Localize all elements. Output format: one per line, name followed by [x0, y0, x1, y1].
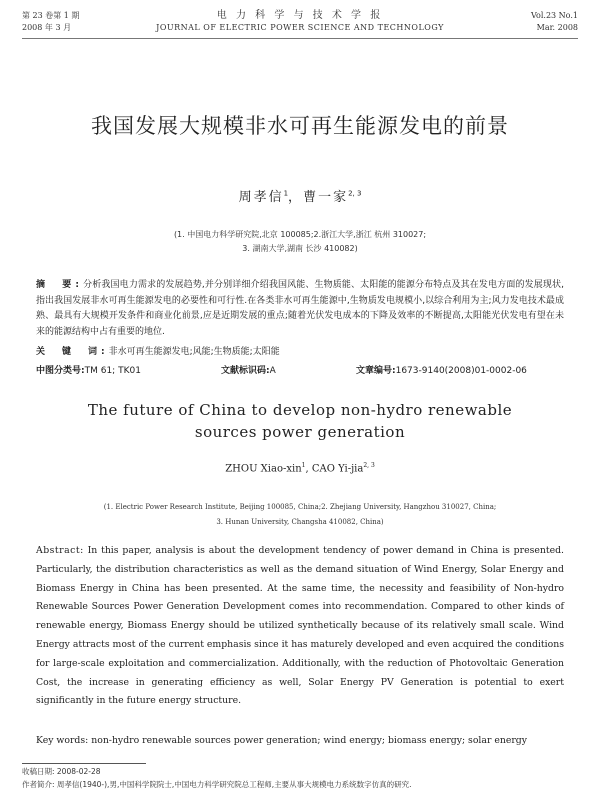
affiliation-line: 3. 湖南大学,湖南 长沙 410082) [242, 244, 358, 253]
paper-title-zh: 我国发展大规模非水可再生能源发电的前景 [91, 114, 509, 138]
date-en: Mar. 2008 [536, 23, 578, 32]
header-divider [22, 38, 578, 39]
keywords-label-zh: 关 键 词: [36, 347, 109, 357]
affiliations-en [0, 500, 600, 530]
author-name: 周孝信 [238, 190, 284, 205]
author-name: ZHOU Xiao-xin [225, 463, 302, 475]
header-right [531, 10, 578, 34]
affiliation-line: 3. Hunan University, Changsha 410082, China) [216, 518, 384, 526]
affiliation-marker: 2, 3 [363, 462, 375, 469]
date-zh: 2008 年 3 月 [22, 23, 72, 32]
volume-issue-zh: 第 23 卷第 1 期 [22, 11, 80, 20]
title-line: sources power generation [194, 423, 406, 441]
affiliation-marker: 1 [283, 189, 289, 198]
keywords-label-en: Key words: [36, 735, 89, 746]
abstract-text-zh: 分析我国电力需求的发展趋势,并分别详细介绍我国风能、生物质能、太阳能的能源分布特点及其在发电方面的发展现状,指出我国发展非水可再生能源发电的必要性和可行性.在各类非水可再生能源中,生物质发电规模小,以综合利用为主;风力发电技术最成熟、最具有大规模开发条件和商业化前景,应是近期发展的重点;随着光伏发电成本的下降及效率的不断提高,太阳能光伏发电有望在未来的能源结构中占有重要的地位. [36, 280, 564, 337]
clc-value: TM 61; TK01 [84, 366, 141, 376]
received-date: 收稿日期: 2008-02-28 [22, 767, 101, 776]
abstract-en [36, 542, 564, 711]
header-left [22, 10, 79, 34]
paper-title-en [0, 399, 600, 443]
author-name: CAO Yi-jia [311, 463, 364, 475]
journal-header [120, 10, 480, 34]
footnote-divider [22, 763, 146, 764]
doc-code-label: 文献标识码: [221, 366, 270, 376]
affiliation-line: (1. 中国电力科学研究院,北京 100085;2.浙江大学,浙江 杭州 310027; [173, 230, 427, 239]
classification-line [36, 364, 576, 379]
affiliations-zh [0, 228, 600, 256]
affiliation-marker: 1 [301, 462, 306, 469]
affiliation-line: (1. Electric Power Research Institute, Beijing 100085, China;2. Zhejiang University, Hangzhou 310027, China; [103, 503, 497, 511]
doc-code-value: A [269, 366, 276, 376]
authors-en [0, 462, 600, 474]
abstract-text-en: In this paper, analysis is about the development tendency of power demand in China is presented. Particularly, the distribution characteristics as well as the demand situation of Wind Energy, Solar Energy and Biomass Energy in China has been presented. At the same time, the necessity and feasibility of Non-hydro Renewable Sources Power Generation Development comes into recommendation. Compared to other kinds of renewable energy, Biomass Energy should be utilized synthetically because of its relatively small scale. Wind Energy attracts most of the current emphasis since it has maturely developed and even acquired the conditions for large-scale exploitation and commercialization. Additionally, with the reduction of Photovoltaic Generation Cost, the increase in generating efficiency as well, Solar Energy PV Generation is potential to exert significantly in the future energy structure. [36, 545, 564, 707]
abstract-zh [36, 278, 564, 340]
authors-zh [0, 186, 600, 205]
clc-label: 中图分类号: [36, 366, 85, 376]
keywords-text-en: non-hydro renewable sources power generation; wind energy; biomass energy; solar energy [91, 735, 527, 746]
author-separator: ， [288, 190, 304, 205]
keywords-text-zh: 非水可再生能源发电;风能;生物质能;太阳能 [108, 347, 280, 357]
abstract-label-en: Abstract: [36, 545, 84, 556]
keywords-en [36, 733, 564, 748]
article-id-label: 文章编号: [356, 366, 396, 376]
abstract-label-zh: 摘 要: [36, 280, 84, 290]
author-name: 曹一家 [303, 190, 349, 205]
author-bio: 作者简介: 周孝信(1940-),男,中国科学院院士,中国电力科学研究院总工程师,主要从事大规模电力系统数字仿真的研究. [22, 780, 412, 789]
title-line: The future of China to develop non-hydro renewable [87, 401, 513, 419]
author-separator: , [305, 463, 312, 475]
volume-issue-en: Vol.23 No.1 [531, 11, 578, 20]
journal-name-zh: 电 力 科 学 与 技 术 学 报 [216, 10, 384, 21]
affiliation-marker: 2, 3 [348, 189, 362, 198]
keywords-zh [36, 345, 564, 361]
journal-name-en: JOURNAL OF ELECTRIC POWER SCIENCE AND TECHNOLOGY [156, 23, 444, 32]
article-id-value: 1673-9140(2008)01-0002-06 [395, 366, 527, 376]
